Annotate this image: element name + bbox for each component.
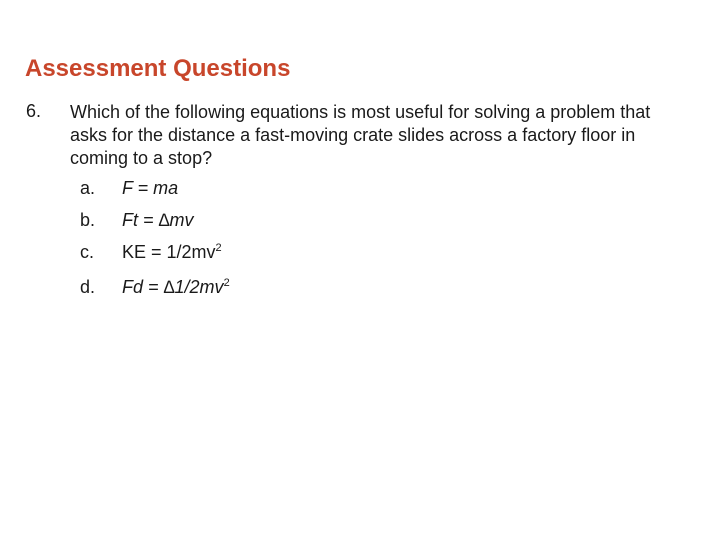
choice-a <box>80 178 178 199</box>
choice-c-equation: KE = 1/2mv <box>122 242 216 262</box>
choice-b <box>80 210 194 231</box>
choice-c-letter: c. <box>80 242 95 262</box>
choice-a-equation: F = ma <box>122 178 179 198</box>
choice-d-exponent: 2 <box>223 277 230 289</box>
page-title: Assessment Questions <box>25 55 291 82</box>
choice-c-exponent: 2 <box>215 242 222 254</box>
choice-b-letter: b. <box>80 210 96 230</box>
choice-b-equation: Ft = ∆mv <box>122 210 194 230</box>
choice-d-letter: d. <box>80 277 96 297</box>
choice-d-equation: Fd = ∆1/2mv <box>122 277 224 297</box>
question-text: Which of the following equations is most useful for solving a problem that asks for the distance a fast-moving crate slides across a factory floor in coming to a stop? <box>70 102 651 168</box>
choice-d <box>80 277 230 298</box>
question-number: 6. <box>26 101 42 121</box>
choice-c <box>80 242 222 263</box>
choice-a-letter: a. <box>80 178 96 198</box>
